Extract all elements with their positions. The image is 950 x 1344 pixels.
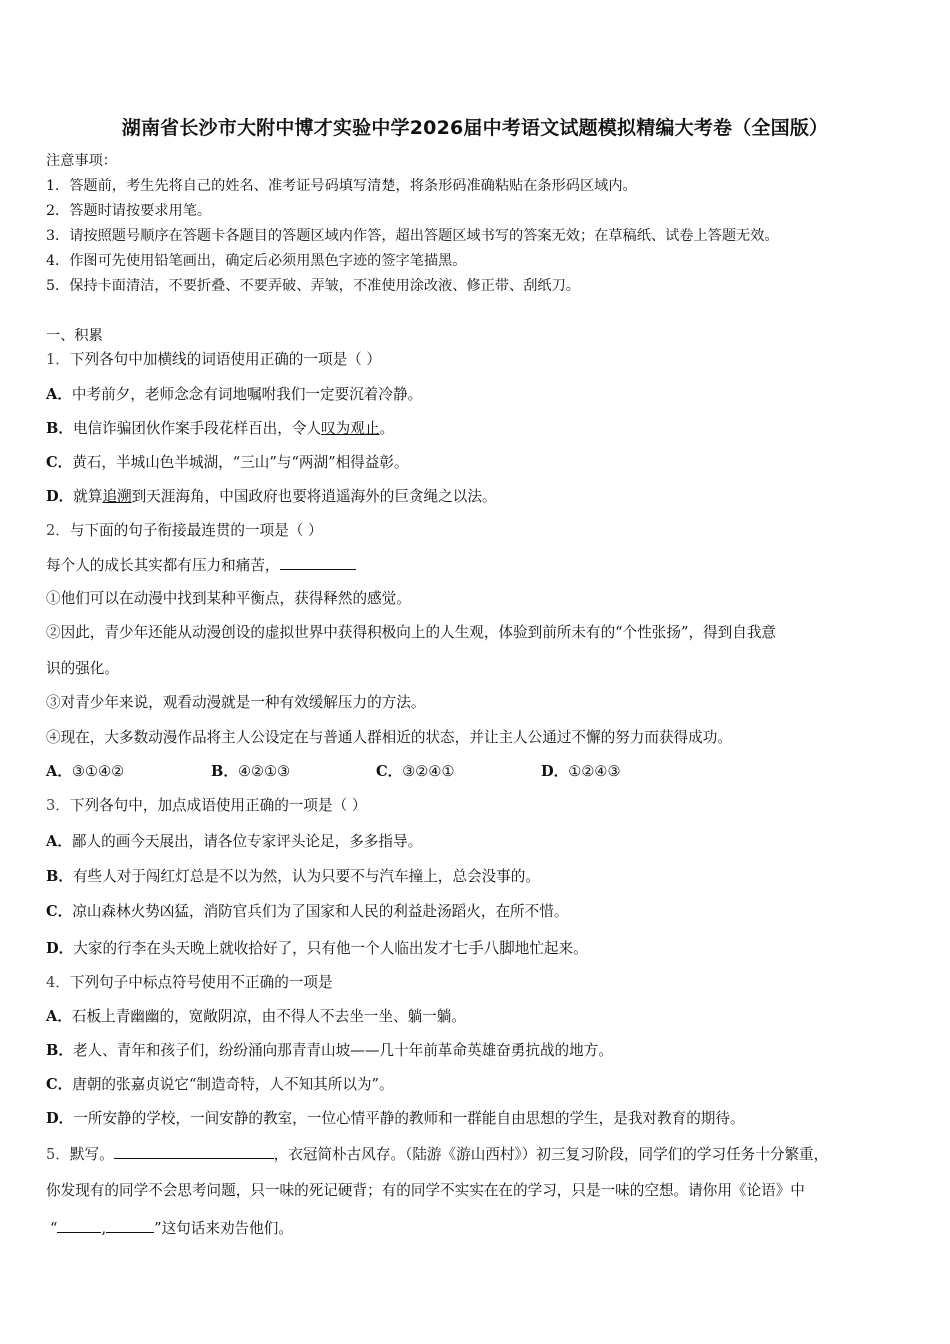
option-text: 。: [379, 420, 395, 437]
question-text: 下列句子中标点符号使用不正确的一项是: [69, 974, 333, 991]
answer-blank: [114, 1144, 274, 1159]
lead-text: 每个人的成长其实都有压力和痛苦，: [46, 557, 280, 574]
option-text: 中考前夕，老师念念有词地嘱咐我们一定要沉着冷静。: [71, 386, 423, 403]
option-label: D．: [46, 1110, 74, 1127]
question-3-stem: [46, 796, 366, 816]
quote-open: “: [50, 1220, 58, 1237]
question-4-stem: [46, 973, 333, 993]
question-text: ，衣冠简朴古风存。（陆游《游山西村》）初三复习阶段，同学们的学习任务十分繁重，: [273, 1146, 829, 1163]
option-label: C．: [46, 454, 73, 471]
q2-sentence-1: ①他们可以在动漫中找到某种平衡点，获得释然的感觉。: [46, 590, 411, 607]
q4-option-a: [46, 1007, 466, 1027]
option-label: D．: [46, 940, 74, 957]
option-label: C．: [376, 763, 403, 780]
option-text: ③①④②: [71, 763, 125, 780]
option-label: A．: [46, 386, 72, 403]
option-label: B．: [46, 1042, 73, 1059]
option-label: A．: [46, 763, 72, 780]
q2-option-b: [211, 762, 376, 782]
option-text: 到天涯海角，中国政府也要将逍遥海外的巨贪绳之以法。: [131, 488, 497, 505]
option-label: D．: [46, 488, 74, 505]
notice-item: 4．作图可先使用铅笔画出，确定后必须用黑色字迹的签字笔描黑。: [46, 253, 467, 269]
question-5-line-3: [50, 1218, 293, 1239]
comma: ,: [101, 1220, 107, 1237]
q4-option-c: [46, 1075, 394, 1095]
q2-option-d: [541, 762, 706, 782]
question-5-line-2: 你发现有的同学不会思考问题，只一味的死记硬背；有的同学不实实在在的学习，只是一味的空想。请你用《论语》中: [46, 1182, 805, 1199]
option-text: 地忙起来。: [514, 940, 588, 957]
question-5-line-1: [46, 1144, 828, 1165]
q4-option-d: [46, 1109, 745, 1129]
question-text: 下列各句中加横线的词语使用正确的一项是（ ）: [69, 351, 382, 368]
q2-sentence-2: ②因此，青少年还能从动漫创设的虚拟世界中获得积极向上的人生观，体验到前所未有的“个性张扬”，得到自我意: [46, 624, 777, 641]
question-number: 3．: [46, 797, 70, 814]
page-title: 湖南省长沙市大附中博才实验中学2026届中考语文试题模拟精编大考卷（全国版）: [121, 117, 829, 139]
q2-option-a: [46, 762, 211, 782]
option-label: C．: [46, 1076, 73, 1093]
answer-blank: [57, 1218, 101, 1233]
q3-option-c: [46, 902, 568, 922]
section-heading: 一、积累: [46, 328, 103, 344]
option-text: 石板上青幽幽的，宽敞阴凉，由不得人不去坐一坐、躺一躺。: [71, 1008, 466, 1025]
option-text: 大家的行李在头天晚上就收拾好了，只有他一个人临出发才: [73, 940, 453, 957]
notice-heading: 注意事项：: [46, 153, 117, 169]
q2-option-c: [376, 762, 541, 782]
notice-item: 2．答题时请按要求用笔。: [46, 203, 212, 219]
underlined-word: 追溯: [102, 488, 132, 505]
option-label: A．: [46, 1008, 72, 1025]
dotted-idiom: 七手八脚: [452, 939, 515, 957]
option-label: B．: [211, 763, 238, 780]
question-text: 默写。: [69, 1146, 114, 1163]
question-number: 1．: [46, 351, 70, 368]
q2-sentence-3: ③对青少年来说，观看动漫就是一种有效缓解压力的方法。: [46, 694, 426, 711]
q3-option-a: [46, 832, 422, 852]
option-text: 一所安静的学校，一间安静的教室，一位心情平静的教师和一群能自由思想的学生，是我对教育的期待。: [73, 1110, 745, 1127]
question-2-stem: [46, 521, 323, 541]
q3-option-d: [46, 938, 588, 959]
option-text: 凉山森林火势凶猛，消防官兵们为了国家和人民的利益赴汤蹈火，在所不惜。: [72, 903, 569, 920]
q2-sentence-2-cont: 识的强化。: [46, 660, 119, 677]
q2-options: [46, 762, 706, 782]
notice-item: 1．答题前，考生先将自己的姓名、准考证号码填写清楚，将条形码准确粘贴在条形码区域内。: [46, 178, 637, 194]
quote-close-text: ”这句话来劝告他们。: [154, 1220, 293, 1237]
q1-option-d: [46, 487, 497, 507]
question-text: 与下面的句子衔接最连贯的一项是（ ）: [69, 522, 323, 539]
option-text: ④②①③: [237, 763, 291, 780]
underlined-word: 叹为观止: [321, 420, 380, 437]
question-1-stem: [46, 350, 381, 370]
option-text: 唐朝的张嘉贞说它“制造奇特，人不知其所以为”。: [72, 1076, 394, 1093]
option-label: B．: [46, 420, 73, 437]
q1-option-b: [46, 419, 394, 439]
option-text: 鄙人的画今天展出，请各位专家评头论足，多多指导。: [71, 833, 423, 850]
option-text: 老人、青年和孩子们，纷纷涌向那青青山坡——几十年前革命英雄奋勇抗战的地方。: [72, 1042, 613, 1059]
option-label: C．: [46, 903, 73, 920]
option-text: 黄石，半城山色半城湖，“三山”与“两湖”相得益彰。: [72, 454, 409, 471]
notice-item: 5．保持卡面清洁，不要折叠、不要弄破、弄皱，不准使用涂改液、修正带、刮纸刀。: [46, 278, 580, 294]
option-text: ①②④③: [568, 763, 621, 780]
question-number: 5．: [46, 1146, 70, 1163]
notice-item: 3．请按照题号顺序在答题卡各题目的答题区域内作答，超出答题区域书写的答案无效；在草稿纸、试卷上答题无效。: [46, 228, 779, 244]
answer-blank: [106, 1218, 154, 1233]
q1-option-a: [46, 385, 422, 405]
option-text: 就算: [73, 488, 103, 505]
option-label: B．: [46, 868, 73, 885]
option-label: A．: [46, 833, 72, 850]
q1-option-c: [46, 453, 409, 473]
q3-option-b: [46, 867, 540, 887]
q4-option-b: [46, 1041, 613, 1061]
answer-blank: [280, 555, 356, 570]
question-number: 2．: [46, 522, 70, 539]
question-number: 4．: [46, 974, 70, 991]
option-text: ③②④①: [402, 763, 455, 780]
question-text: 下列各句中，加点成语使用正确的一项是（ ）: [69, 797, 367, 814]
option-label: D．: [541, 763, 569, 780]
option-text: 有些人对于闯红灯总是不以为然，认为只要不与汽车撞上，总会没事的。: [72, 868, 540, 885]
option-text: 电信诈骗团伙作案手段花样百出，令人: [72, 420, 322, 437]
q2-sentence-4: ④现在，大多数动漫作品将主人公设定在与普通人群相近的状态，并让主人公通过不懈的努力而获得成功。: [46, 729, 732, 746]
q2-lead-sentence: [46, 555, 356, 576]
